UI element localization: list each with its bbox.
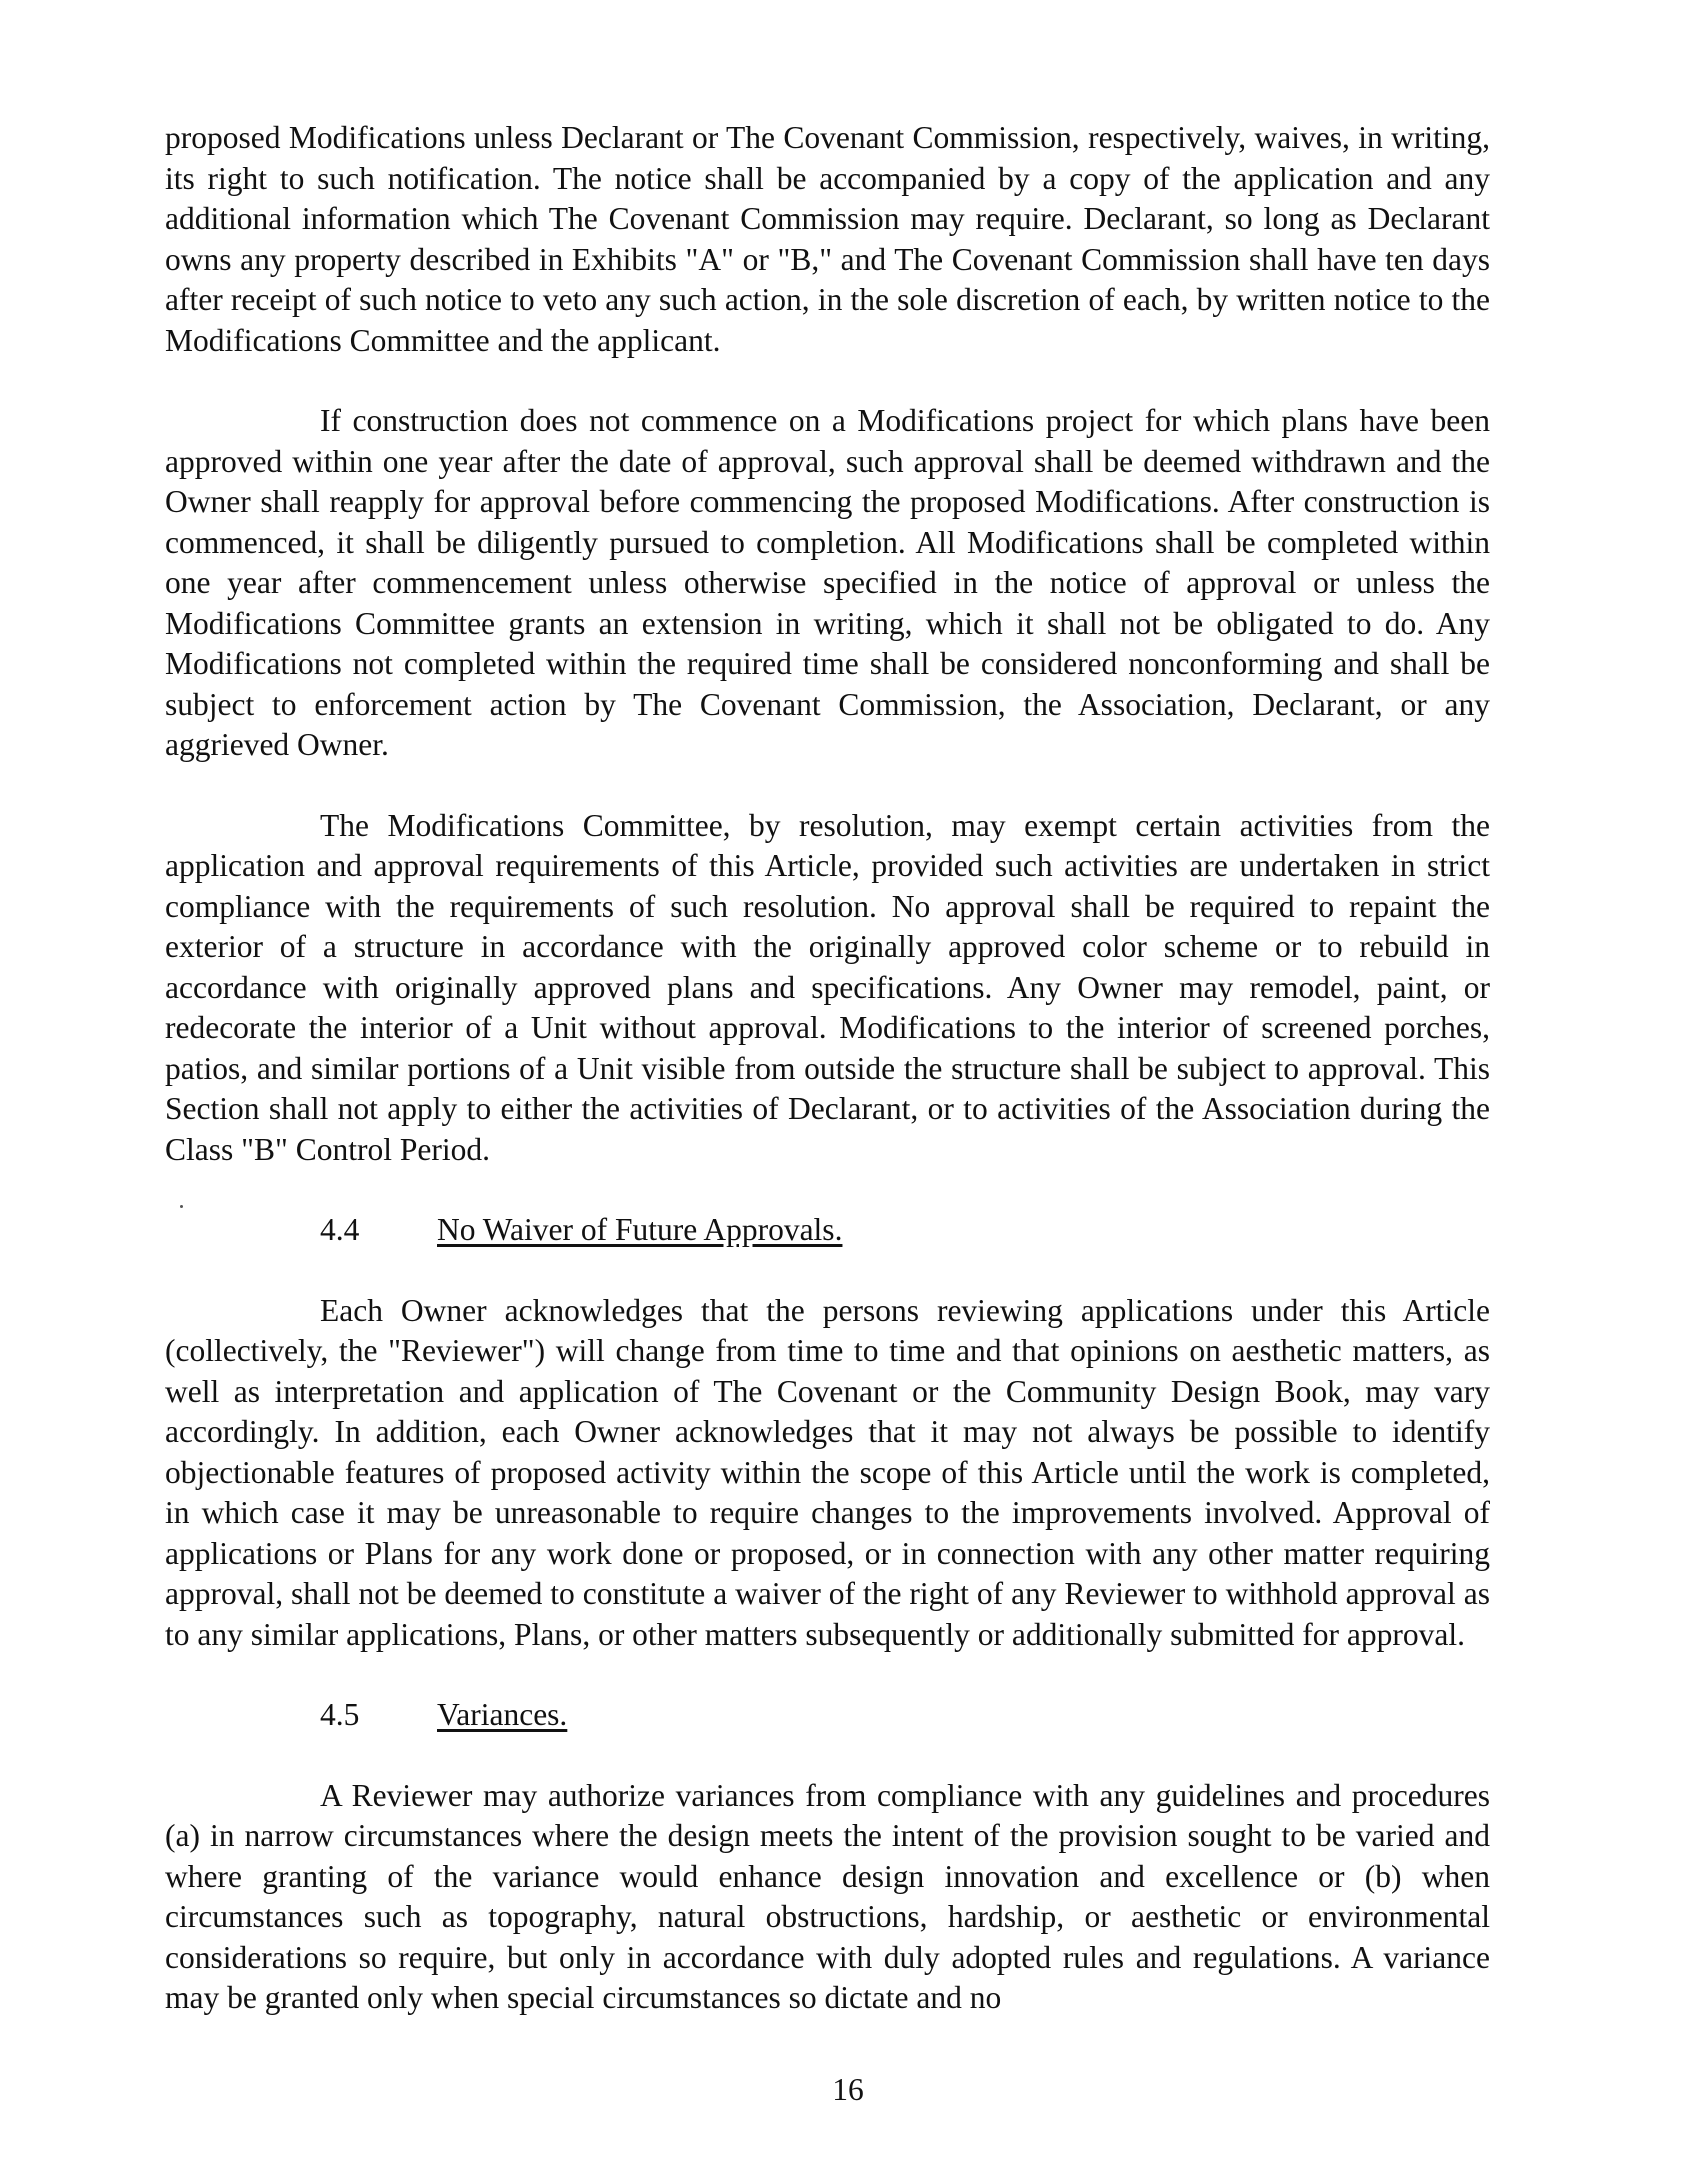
section-heading-4-4 bbox=[165, 1210, 1490, 1251]
section-number: 4.5 bbox=[320, 1697, 360, 1732]
paragraph-variances: A Reviewer may authorize variances from compliance with any guidelines and procedures (a) in narrow circumstances where the design meets the intent of the provision sought to be varied and where granting of the variance would enhance design innovation and excellence or (b) when circumstances such as topography, natural obstructions, hardship, or aesthetic or environmental considerations so require, but only in accordance with duly adopted rules and regulations. A variance may be granted only when special circumstances so dictate and no bbox=[165, 1777, 1490, 2015]
paragraph-no-waiver: Each Owner acknowledges that the persons reviewing applications under this Article (collectively, the "Reviewer") will change from time to time and that opinions on aesthetic matters, as well as interpretation and application of The Covenant or the Community Design Book, may vary accordingly. In addition, each Owner acknowledges that it may not always be possible to identify objectionable features of proposed activity within the scope of this Article until the work is completed, in which case it may be unreasonable to require changes to the improvements involved. Approval of applications or Plans for any work done or proposed, or in connection with any other matter requiring approval, shall not be deemed to constitute a waiver of the right of any Reviewer to withhold approval as to any similar applications, Plans, or other matters subsequently or additionally submitted for approval. bbox=[165, 1292, 1490, 1652]
paragraph-construction-timeline: If construction does not commence on a Modifications project for which plans have been approved within one year after the date of approval, such approval shall be deemed withdrawn and the Owner shall reapply for approval before commencing the proposed Modifications. After construction is commenced, it shall be diligently pursued to completion. All Modifications shall be completed within one year after commencement unless otherwise specified in the notice of approval or unless the Modifications Committee grants an extension in writing, which it shall not be obligated to do. Any Modifications not completed within the required time shall be considered nonconforming and shall be subject to enforcement action by The Covenant Commission, the Association, Declarant, or any aggrieved Owner. bbox=[165, 403, 1490, 762]
section-title: No Waiver of Future Approvals. bbox=[437, 1212, 843, 1247]
section-number: 4.4 bbox=[320, 1212, 360, 1247]
section-title: Variances. bbox=[437, 1697, 568, 1732]
paragraph-notification-veto: proposed Modifications unless Declarant or The Covenant Commission, respectively, waives, in writing, its right to such notification. The notice shall be accompanied by a copy of the application and any additional information which The Covenant Commission may require. Declarant, so long as Declarant owns any property described in Exhibits "A" or "B," and The Covenant Commission shall have ten days after receipt of such notice to veto any such action, in the sole discretion of each, by written notice to the Modifications Committee and the applicant. bbox=[165, 120, 1490, 358]
page-number: 16 bbox=[832, 2072, 864, 2107]
paragraph-exempt-activities: The Modifications Committee, by resolution, may exempt certain activities from the application and approval requirements of this Article, provided such activities are undertaken in strict compliance with the requirements of such resolution. No approval shall be required to repaint the exterior of a structure in accordance with the originally approved color scheme or to rebuild in accordance with originally approved plans and specifications. Any Owner may remodel, paint, or redecorate the interior of a Unit without approval. Modifications to the interior of screened porches, patios, and similar portions of a Unit visible from outside the structure shall be subject to approval. This Section shall not apply to either the activities of Declarant, or to activities of the Association during the Class "B" Control Period. bbox=[165, 807, 1490, 1167]
document-body bbox=[165, 118, 1490, 2019]
scan-speck bbox=[180, 1205, 183, 1208]
section-heading-4-5 bbox=[165, 1695, 1490, 1736]
